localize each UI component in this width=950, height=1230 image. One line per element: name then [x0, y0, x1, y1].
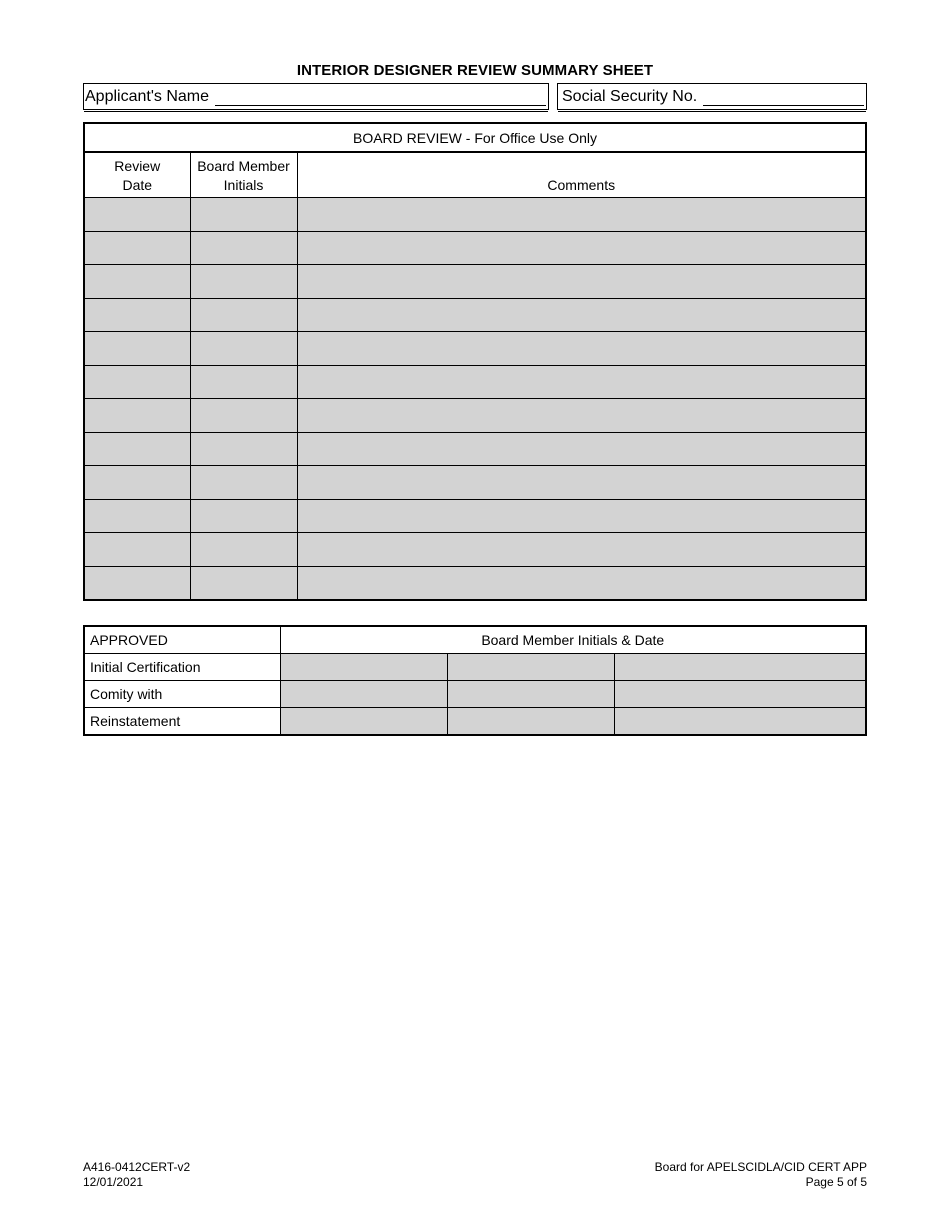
- review-row: [84, 399, 866, 433]
- review-initials-cell[interactable]: [190, 332, 297, 366]
- review-initials-cell[interactable]: [190, 499, 297, 533]
- board-review-banner: BOARD REVIEW - For Office Use Only: [84, 123, 866, 152]
- review-initials-cell[interactable]: [190, 198, 297, 232]
- review-row: [84, 499, 866, 533]
- approval-initials-date-cell[interactable]: [280, 654, 447, 681]
- applicant-name-field[interactable]: [83, 83, 549, 110]
- review-comments-cell[interactable]: [297, 399, 866, 433]
- applicant-name-label: Applicant's Name: [85, 88, 209, 105]
- approval-initials-date-cell[interactable]: [615, 681, 866, 708]
- initials-header-line1: Board Member: [197, 158, 290, 174]
- review-row: [84, 198, 866, 232]
- approval-initials-date-cell[interactable]: [615, 654, 866, 681]
- review-row: [84, 466, 866, 500]
- review-date-cell[interactable]: [84, 198, 190, 232]
- review-initials-cell[interactable]: [190, 566, 297, 600]
- review-comments-cell[interactable]: [297, 198, 866, 232]
- review-comments-cell[interactable]: [297, 298, 866, 332]
- approval-initials-date-cell[interactable]: [447, 681, 614, 708]
- form-date: 12/01/2021: [83, 1175, 144, 1189]
- approval-initials-date-cell[interactable]: [615, 708, 866, 736]
- approval-initials-date-cell[interactable]: [280, 681, 447, 708]
- review-initials-cell[interactable]: [190, 298, 297, 332]
- approval-initials-date-cell[interactable]: [447, 654, 614, 681]
- review-initials-cell[interactable]: [190, 432, 297, 466]
- review-comments-cell[interactable]: [297, 265, 866, 299]
- review-row: [84, 332, 866, 366]
- approval-initials-date-cell[interactable]: [280, 708, 447, 736]
- review-date-cell[interactable]: [84, 466, 190, 500]
- form-id: A416-0412CERT-v2: [83, 1160, 191, 1174]
- ssn-field[interactable]: [557, 83, 867, 110]
- review-initials-cell[interactable]: [190, 466, 297, 500]
- review-row: [84, 231, 866, 265]
- review-date-cell[interactable]: [84, 332, 190, 366]
- approval-table: [83, 625, 867, 736]
- review-date-header-line1: Review: [114, 158, 161, 174]
- comments-header: Comments: [297, 152, 866, 198]
- review-comments-cell[interactable]: [297, 432, 866, 466]
- review-date-cell[interactable]: [84, 298, 190, 332]
- review-comments-cell[interactable]: [297, 566, 866, 600]
- approval-initials-date-cell[interactable]: [447, 708, 614, 736]
- review-comments-cell[interactable]: [297, 365, 866, 399]
- approval-row: [84, 654, 866, 681]
- review-date-header-line2: Date: [122, 177, 153, 193]
- review-initials-cell[interactable]: [190, 365, 297, 399]
- review-date-cell[interactable]: [84, 399, 190, 433]
- review-date-cell[interactable]: [84, 432, 190, 466]
- review-row: [84, 265, 866, 299]
- approval-row-label: Reinstatement: [84, 708, 280, 736]
- initials-header: [190, 152, 297, 198]
- review-initials-cell[interactable]: [190, 265, 297, 299]
- review-row: [84, 298, 866, 332]
- review-date-cell[interactable]: [84, 566, 190, 600]
- review-row: [84, 533, 866, 567]
- board-name: Board for APELSCIDLA/CID CERT APP: [654, 1160, 867, 1174]
- approval-row-label: Initial Certification: [84, 654, 280, 681]
- approved-header: APPROVED: [84, 626, 280, 654]
- review-initials-cell[interactable]: [190, 533, 297, 567]
- review-comments-cell[interactable]: [297, 332, 866, 366]
- page-title: INTERIOR DESIGNER REVIEW SUMMARY SHEET: [296, 62, 654, 79]
- initials-header-line2: Initials: [223, 177, 264, 193]
- review-initials-cell[interactable]: [190, 231, 297, 265]
- approval-row-label: Comity with: [84, 681, 280, 708]
- review-date-cell[interactable]: [84, 499, 190, 533]
- review-date-cell[interactable]: [84, 265, 190, 299]
- review-date-header: [84, 152, 190, 198]
- review-comments-cell[interactable]: [297, 499, 866, 533]
- approval-row: [84, 708, 866, 736]
- review-row: [84, 432, 866, 466]
- review-comments-cell[interactable]: [297, 231, 866, 265]
- review-row: [84, 365, 866, 399]
- review-date-cell[interactable]: [84, 533, 190, 567]
- initials-date-header: Board Member Initials & Date: [280, 626, 866, 654]
- review-comments-cell[interactable]: [297, 533, 866, 567]
- review-date-cell[interactable]: [84, 231, 190, 265]
- review-row: [84, 566, 866, 600]
- review-initials-cell[interactable]: [190, 399, 297, 433]
- board-review-table: [83, 122, 867, 601]
- footer-right: [655, 1160, 867, 1190]
- review-date-cell[interactable]: [84, 365, 190, 399]
- applicant-name-input[interactable]: [215, 87, 546, 106]
- approval-row: [84, 681, 866, 708]
- footer-left: [83, 1160, 190, 1190]
- ssn-input[interactable]: [703, 87, 864, 106]
- ssn-label: Social Security No.: [562, 88, 698, 105]
- review-comments-cell[interactable]: [297, 466, 866, 500]
- page-number: Page 5 of 5: [805, 1175, 867, 1189]
